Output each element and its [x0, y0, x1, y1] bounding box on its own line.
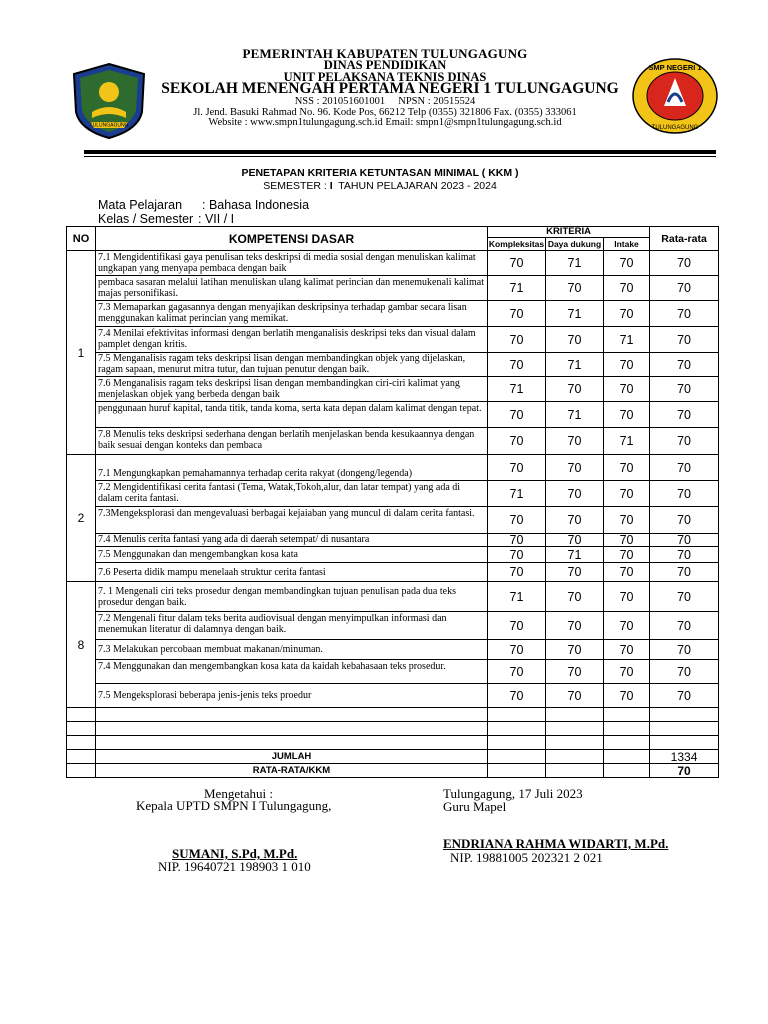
- school-name: SEKOLAH MENENGAH PERTAMA NEGERI 1 TULUNGAGUNG: [161, 80, 619, 97]
- kd-text: 7.2 Mengenali fitur dalam teks berita audiovisual dengan menyimpulkan informasi dan menemukan literatur di dalamnya dengan baik.: [96, 612, 488, 640]
- unit-name: UNIT PELAKSANA TEKNIS DINAS: [283, 70, 487, 84]
- kd-text: 7.1 Mengidentifikasi gaya penulisan teks deskripsi di media sosial dengan menuliskan kalimat ungkapan yang menyapa pembaca dengan baik: [96, 251, 488, 276]
- col-kd-header: KOMPETENSI DASAR: [96, 227, 488, 251]
- table-row: [67, 684, 719, 708]
- table-row: [67, 507, 719, 534]
- svg-text:TULUNGAGUNG: TULUNGAGUNG: [89, 122, 129, 129]
- daya-dukung-value: 70: [546, 660, 604, 684]
- table-row: [67, 455, 719, 481]
- rata-value: 70: [650, 563, 719, 582]
- col-rata-header: Rata-rata: [650, 227, 719, 251]
- col-no-header: NO: [67, 227, 96, 251]
- class-value: : VII / I: [198, 212, 235, 226]
- empty-row: [67, 708, 719, 722]
- table-row: [67, 428, 719, 455]
- kd-text: penggunaan huruf kapital, tanda titik, tanda koma, serta kata depan dalam kalimat dengan tepat.: [96, 402, 488, 428]
- principal-name: SUMANI, S.Pd, M.Pd.: [172, 846, 298, 861]
- kompleksitas-value: 71: [488, 481, 546, 507]
- empty-row: [67, 736, 719, 750]
- principal-title: Kepala UPTD SMPN I Tulungagung,: [136, 798, 332, 813]
- daya-dukung-value: 70: [546, 377, 604, 402]
- table-row: [67, 276, 719, 301]
- col-kompleksitas-header: Kompleksitas: [488, 239, 545, 249]
- kkm-table: [66, 226, 719, 778]
- rata-value: 70: [650, 301, 719, 327]
- intake-value: 70: [604, 582, 650, 612]
- jumlah-label: JUMLAH: [96, 750, 488, 764]
- rata-value: 70: [650, 377, 719, 402]
- kompleksitas-value: 70: [488, 353, 546, 377]
- svg-text:SMP NEGERI 1: SMP NEGERI 1: [648, 63, 702, 72]
- regency-emblem-icon: [70, 62, 148, 140]
- subject-label: Mata Pelajaran: [98, 198, 183, 212]
- daya-dukung-value: 70: [546, 684, 604, 708]
- kompleksitas-value: 70: [488, 612, 546, 640]
- intake-value: 70: [604, 612, 650, 640]
- group-no: 2: [67, 455, 96, 582]
- daya-dukung-value: 70: [546, 612, 604, 640]
- rata-kkm-label: RATA-RATA/KKM: [96, 764, 488, 778]
- class-line: [98, 212, 234, 226]
- rata-kkm-value: 70: [650, 764, 719, 778]
- empty-cell: [67, 708, 96, 722]
- rata-value: 70: [650, 353, 719, 377]
- intake-value: 70: [604, 563, 650, 582]
- empty-cell: [67, 764, 96, 778]
- rata-value: 70: [650, 547, 719, 563]
- empty-cell: [96, 722, 488, 736]
- doc-title: PENETAPAN KRITERIA KETUNTASAN MINIMAL ( KKM ): [241, 167, 519, 179]
- kd-text: 7.3Mengeksplorasi dan mengevaluasi berbagai kejaiaban yang muncul di dalam cerita fantasi.: [96, 507, 488, 534]
- rata-value: 70: [650, 251, 719, 276]
- rata-value: 70: [650, 428, 719, 455]
- kompleksitas-value: 70: [488, 327, 546, 353]
- rata-value: 70: [650, 612, 719, 640]
- table-row: [67, 251, 719, 276]
- school-logo-icon: [630, 56, 720, 136]
- intake-value: 70: [604, 455, 650, 481]
- daya-dukung-value: 70: [546, 534, 604, 547]
- col-intake-header: Intake: [604, 238, 650, 251]
- rata-value: 70: [650, 327, 719, 353]
- kompleksitas-value: 70: [488, 660, 546, 684]
- acknowledged-label: Mengetahui :: [204, 786, 273, 801]
- intake-value: 70: [604, 276, 650, 301]
- empty-cell: [96, 708, 488, 722]
- empty-cell: [604, 750, 650, 764]
- rata-value: 70: [650, 582, 719, 612]
- kompleksitas-value: 70: [488, 402, 546, 428]
- kd-text: 7.4 Menilai efektivitas informasi dengan berlatih menganalisis deskripsi teks dan visual dalam pamplet dengan kritis.: [96, 327, 488, 353]
- daya-dukung-value: 70: [546, 507, 604, 534]
- intake-value: 71: [604, 327, 650, 353]
- kompleksitas-value: 71: [488, 276, 546, 301]
- intake-value: 70: [604, 507, 650, 534]
- svg-text:TULUNGAGUNG: TULUNGAGUNG: [651, 125, 699, 131]
- kd-text: 7.3 Memaparkan gagasannya dengan menyajikan deskripsinya terhadap gambar secara lisan menggunakan kalimat perincian yang memikat.: [96, 301, 488, 327]
- table-row: [67, 640, 719, 660]
- intake-value: 70: [604, 640, 650, 660]
- intake-value: 71: [604, 428, 650, 455]
- table-row: [67, 612, 719, 640]
- intake-value: 70: [604, 251, 650, 276]
- letterhead: [0, 0, 768, 160]
- rata-value: 70: [650, 534, 719, 547]
- kd-text: 7.6 Menganalisis ragam teks deskripsi lisan dengan membandingkan ciri-ciri kalimat yang menjelaskan objek yang berbeda dengan baik: [96, 377, 488, 402]
- doc-subtitle: SEMESTER : I TAHUN PELAJARAN 2023 - 2024: [263, 180, 497, 192]
- empty-cell: [488, 750, 546, 764]
- subject-line: [98, 198, 309, 212]
- daya-dukung-value: 71: [546, 251, 604, 276]
- header-rule-thin: [84, 156, 716, 157]
- kompleksitas-value: 70: [488, 640, 546, 660]
- empty-cell: [604, 722, 650, 736]
- table-row: [67, 481, 719, 507]
- school-web: Website : www.smpn1tulungagung.sch.id Email: smpn1@smpn1tulungagung.sch.id: [208, 117, 562, 128]
- daya-dukung-value: 71: [546, 547, 604, 563]
- kompleksitas-value: 70: [488, 507, 546, 534]
- header-rule-thick: [84, 150, 716, 154]
- empty-cell: [604, 708, 650, 722]
- kompleksitas-value: 70: [488, 251, 546, 276]
- teacher-nip: NIP. 19881005 202321 2 021: [450, 850, 603, 865]
- rata-value: 70: [650, 660, 719, 684]
- daya-dukung-value: 70: [546, 563, 604, 582]
- empty-cell: [546, 750, 604, 764]
- kd-text: 7.5 Mengeksplorasi beberapa jenis-jenis teks proedur: [96, 684, 488, 708]
- intake-value: 70: [604, 660, 650, 684]
- kompleksitas-value: 71: [488, 377, 546, 402]
- group-no: 1: [67, 251, 96, 455]
- school-ids: NSS : 201051601001 NPSN : 20515524: [294, 96, 476, 107]
- jumlah-value: 1334: [650, 750, 719, 764]
- col-daya-dukung-header: Daya dukung: [546, 238, 604, 251]
- table-row: [67, 301, 719, 327]
- kompleksitas-value: 70: [488, 684, 546, 708]
- empty-cell: [67, 722, 96, 736]
- col-kriteria-header: KRITERIA: [488, 227, 650, 238]
- kompleksitas-value: 70: [488, 534, 546, 547]
- daya-dukung-value: 71: [546, 301, 604, 327]
- rata-value: 70: [650, 507, 719, 534]
- intake-value: 70: [604, 377, 650, 402]
- empty-cell: [650, 736, 719, 750]
- empty-row: [67, 722, 719, 736]
- kompleksitas-value: 71: [488, 582, 546, 612]
- table-row: [67, 377, 719, 402]
- empty-cell: [488, 722, 546, 736]
- total-row: [67, 750, 719, 764]
- empty-cell: [67, 736, 96, 750]
- rata-value: 70: [650, 684, 719, 708]
- intake-value: 70: [604, 684, 650, 708]
- kd-text: 7.3 Melakukan percobaan membuat makanan/minuman.: [96, 640, 488, 660]
- empty-cell: [546, 708, 604, 722]
- empty-cell: [96, 736, 488, 750]
- daya-dukung-value: 70: [546, 481, 604, 507]
- empty-cell: [488, 736, 546, 750]
- rata-value: 70: [650, 481, 719, 507]
- kd-text: 7. 1 Mengenali ciri teks prosedur dengan membandingkan tujuan penulisan pada dua teks prosedur dengan baik.: [96, 582, 488, 612]
- empty-cell: [604, 736, 650, 750]
- place-date: Tulungagung, 17 Juli 2023: [443, 786, 583, 801]
- empty-cell: [650, 722, 719, 736]
- kd-text: 7.4 Menggunakan dan mengembangkan kosa kata da kaidah kebahasaan teks prosedur.: [96, 660, 488, 684]
- daya-dukung-value: 71: [546, 402, 604, 428]
- table-row: [67, 534, 719, 547]
- daya-dukung-value: 70: [546, 640, 604, 660]
- empty-cell: [546, 736, 604, 750]
- teacher-title: Guru Mapel: [443, 799, 507, 814]
- table-row: [67, 353, 719, 377]
- daya-dukung-value: 71: [546, 353, 604, 377]
- kd-text: 7.4 Menulis cerita fantasi yang ada di daerah setempat/ di nusantara: [96, 534, 488, 547]
- kd-text: 7.8 Menulis teks deskripsi sederhana dengan berlatih menjelaskan benda kesukaannya dengan baik sesuai dengan konteks dan pembaca: [96, 428, 488, 455]
- intake-value: 70: [604, 353, 650, 377]
- gov-name: PEMERINTAH KABUPATEN TULUNGAGUNG: [242, 46, 528, 61]
- kd-text: 7.5 Menggunakan dan mengembangkan kosa kata: [96, 547, 488, 563]
- empty-cell: [604, 764, 650, 778]
- school-address: Jl. Jend. Basuki Rahmad No. 96. Kode Pos, 66212 Telp (0355) 321806 Fax. (0355) 333061: [193, 107, 577, 118]
- intake-value: 70: [604, 547, 650, 563]
- table-row: [67, 327, 719, 353]
- table-row: [67, 660, 719, 684]
- average-row: [67, 764, 719, 778]
- intake-value: 70: [604, 481, 650, 507]
- kompleksitas-value: 70: [488, 547, 546, 563]
- rata-value: 70: [650, 276, 719, 301]
- subject-value: : Bahasa Indonesia: [202, 198, 310, 212]
- daya-dukung-value: 70: [546, 327, 604, 353]
- principal-nip: NIP. 19640721 198903 1 010: [158, 859, 311, 874]
- intake-value: 70: [604, 402, 650, 428]
- rata-value: 70: [650, 402, 719, 428]
- kompleksitas-value: 70: [488, 563, 546, 582]
- daya-dukung-value: 70: [546, 582, 604, 612]
- empty-cell: [546, 764, 604, 778]
- empty-cell: [650, 708, 719, 722]
- teacher-name: ENDRIANA RAHMA WIDARTI, M.Pd.: [443, 836, 669, 851]
- rata-value: 70: [650, 455, 719, 481]
- kompleksitas-value: 70: [488, 455, 546, 481]
- table-row: [67, 563, 719, 582]
- class-label: Kelas / Semester: [98, 212, 194, 226]
- kd-text: 7.6 Peserta didik mampu menelaah struktur cerita fantasi: [96, 563, 488, 582]
- table-row: [67, 547, 719, 563]
- table-row: [67, 402, 719, 428]
- daya-dukung-value: 70: [546, 428, 604, 455]
- kd-text: pembaca sasaran melalui latihan menuliskan ulang kalimat perincian dan menemukenali kalimat majas personifikasi.: [96, 276, 488, 301]
- group-no: 8: [67, 582, 96, 708]
- empty-cell: [546, 722, 604, 736]
- kd-text: 7.1 Mengungkapkan pemahamannya terhadap cerita rakyat (dongeng/legenda): [96, 455, 488, 481]
- daya-dukung-value: 70: [546, 276, 604, 301]
- intake-value: 70: [604, 534, 650, 547]
- kompleksitas-value: 70: [488, 301, 546, 327]
- table-row: [67, 582, 719, 612]
- empty-cell: [488, 764, 546, 778]
- kd-text: 7.2 Mengidentifikasi cerita fantasi (Tema, Watak,Tokoh,alur, dan latar tempat) yang ada di dalam cerita fantasi.: [96, 481, 488, 507]
- agency-name: DINAS PENDIDIKAN: [323, 58, 447, 72]
- daya-dukung-value: 70: [546, 455, 604, 481]
- intake-value: 70: [604, 301, 650, 327]
- empty-cell: [488, 708, 546, 722]
- rata-value: 70: [650, 640, 719, 660]
- kd-text: 7.5 Menganalisis ragam teks deskripsi lisan dengan membandingkan objek yang dijelaskan, ragam sapaan, menurut mitra tutur, dan tujuan penutur dengan baik.: [96, 353, 488, 377]
- kompleksitas-value: 70: [488, 428, 546, 455]
- empty-cell: [67, 750, 96, 764]
